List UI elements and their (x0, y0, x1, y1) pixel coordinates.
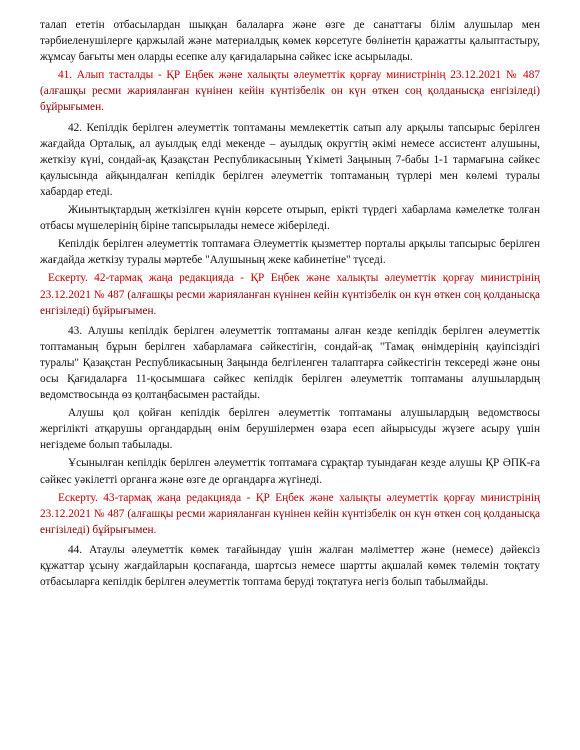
paragraph-43-1: 43. Алушы кепілдік берілген әлеуметтік топтаманы алған кезде кепілдік берілген әлеуметтік топтаманың бұрын берілген хабарламаға сәйкестігін, сондай-ақ "Тамақ өнімдерінің қауіпсіздігі туралы" Қазақстан Республикасының Заңында белгіленген талаптарға сәйкестігін тексереді және оны осы Қағидаларға 11-қосымшаға сәйкес кепілдік берілген әлеуметтік топтаманы алушылардың ведомствосында өз қолтаңбасымен растайды. (40, 324, 540, 402)
paragraph-43-3: Ұсынылған кепілдік берілген әлеуметтік топтамаға сұрақтар туындаған кезде алушы ҚР ӘПК-ға сәйкес уәкілетті органға және өзге де органдарға жүгінеді. (40, 457, 540, 486)
note-42 (40, 270, 540, 318)
note-43 (40, 490, 540, 538)
paragraph-44-1: 44. Атаулы әлеуметтік көмек тағайындау үшін жалған мәліметтер және (немесе) дәйексіз құжаттар ұсыну жағдайларын қоспағанда, шартсыз немесе шартты ақшалай көмек төлемін тоқтату отбасыларға кепілдік берілген әлеуметтік топтама беруді тоқтатуға негіз болып табылмайды. (40, 543, 540, 589)
paragraph-43-2: Алушы қол қойған кепілдік берілген әлеуметтік топтаманы алушылардың ведомствосы жергілікті атқарушы органдардың өнім берушілермен өзара есеп айырысуды жүзеге асыру үшін негіздеме болып табылады. (40, 407, 540, 452)
note-43-prefix: Ескерту. 43-тармақ жаңа редакцияда - ҚР Еңбек және халықты әлеуметтік қорғау министрінің 23.12.2021 № 487 (40, 491, 540, 520)
note-42-suffix: (алғашқы ресми жарияланған күнінен кейін күнтізбелік он күн өткен соң қолданысқа енгізіледі) бұйрығымен. (40, 288, 540, 317)
note-43-suffix: (алғашқы ресми жарияланған күнінен кейін күнтізбелік он күн өткен соң қолданысқа енгізіледі) бұйрығымен. (40, 507, 540, 536)
paragraph-42-3: Кепілдік берілген әлеуметтік топтамаға Әлеуметтік қызметтер порталы арқылы тапсырыс берілген жағдайда жеткізу туралы мәртебе "Алушының жеке кабинетіне" түседі. (40, 238, 540, 267)
note-41-prefix: 41. Алып тасталды - ҚР Еңбек және халықты әлеуметтік қорғау министрінің 23.12.2021 № 487 (58, 69, 540, 82)
paragraph-42-2: Жиынтықтардың жеткізілген күнін көрсете отырып, ерікті түрдегі хабарлама кәмелетке толған отбасы мүшелерінің біріне тапсырылады немесе жіберіледі. (40, 204, 540, 233)
note-42-prefix: Ескерту. 42-тармақ жаңа редакцияда - ҚР Еңбек және халықты әлеуметтік қорғау министрінің 23.12.2021 № 487 (40, 272, 540, 301)
paragraph-42-1: 42. Кепілдік берілген әлеуметтік топтаманы мемлекеттік сатып алу арқылы тапсырыс берілген жағдайда Орталық, ал ауылдық елді мекенде – ауылдық округтің әкімі немесе ассистент алушыны, жеткізу күні, сондай-ақ Қазақстан Республикасының Үкіметі Заңының 7-бабы 1-1 тармағына сәйкес қаулысында айқындалған кепілдік берілген әлеуметтік топтаманың түрлері мен көлемі туралы хабардар етеді. (40, 121, 540, 198)
paragraph-continuation: талап ететін отбасылардан шыққан балаларға және өзге де санаттағы білім алушылар мен тәрбиеленушілерге қаржылай және материалдық көмек көрсетуге бөлінетін қаражатты қалыптастыру, жұмсау бағыты мен оларды есепке алу қағидаларына сәйкес іске асырылады. (40, 19, 540, 64)
note-41-suffix: (алғашқы ресми жарияланған күнінен кейін күнтізбелік он күн өткен соң қолданысқа енгізіледі) бұйрығымен. (40, 85, 540, 114)
note-41 (40, 67, 540, 115)
